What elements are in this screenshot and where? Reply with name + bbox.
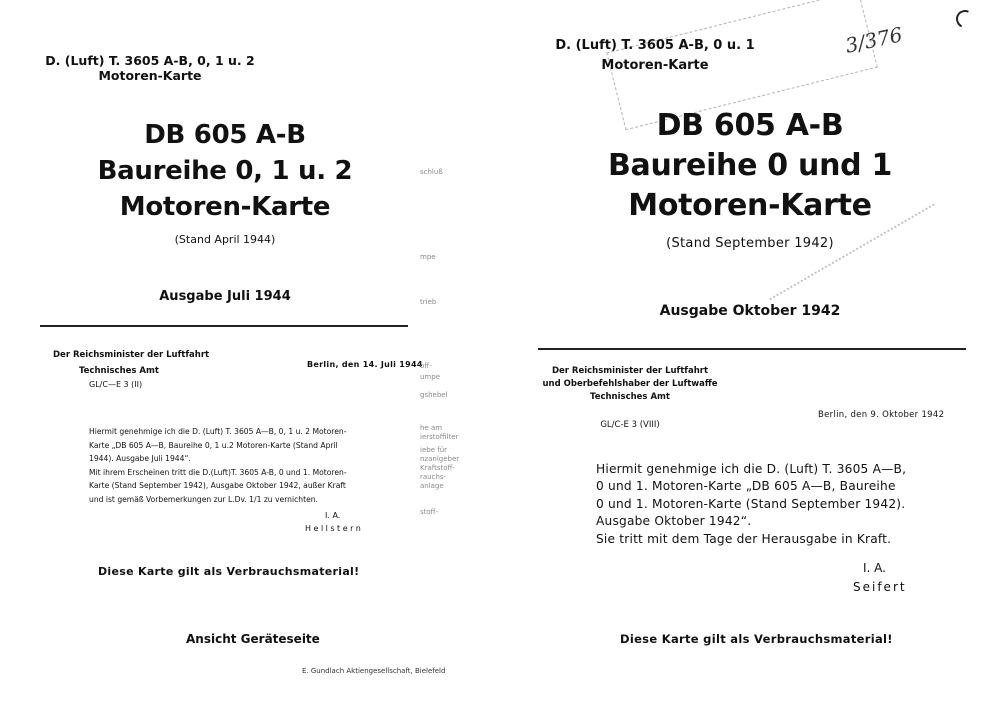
right-issuer-line: Technisches Amt bbox=[590, 392, 670, 402]
left-date: Berlin, den 14. Juli 1944 bbox=[307, 360, 423, 369]
left-ausgabe: Ausgabe Juli 1944 bbox=[159, 289, 291, 304]
left-title-line-2: Baureihe 0, 1 u. 2 bbox=[97, 156, 353, 186]
left-approval-text bbox=[89, 425, 347, 507]
left-code-line-1: D. (Luft) T. 3605 A-B, 0, 1 u. 2 bbox=[45, 53, 255, 68]
right-stand: (Stand September 1942) bbox=[666, 236, 834, 251]
right-body-line: Hiermit genehmige ich die D. (Luft) T. 3605 A—B, bbox=[596, 462, 907, 476]
left-issuer: Der Reichsminister der Luftfahrt bbox=[53, 350, 210, 360]
right-approval-text bbox=[596, 461, 906, 548]
bleed-text: anlage bbox=[420, 482, 444, 490]
handwritten-number: 3/376 bbox=[843, 22, 905, 58]
right-issuer-line: und Oberbefehlshaber der Luftwaffe bbox=[542, 379, 718, 389]
left-body-line: Karte (Stand September 1942), Ausgabe Oktober 1942, außer Kraft bbox=[89, 481, 346, 491]
left-body-line: 1944). Ausgabe Juli 1944“. bbox=[89, 454, 191, 464]
right-title-line-2: Baureihe 0 und 1 bbox=[607, 148, 893, 183]
left-document-code bbox=[40, 53, 260, 83]
left-code-line-2: Motoren-Karte bbox=[98, 68, 202, 83]
right-body-line: 0 und 1. Motoren-Karte „DB 605 A—B, Baureihe bbox=[596, 479, 896, 494]
bleed-text: schluß bbox=[420, 168, 443, 176]
left-body-line: und ist gemäß Vorbemerkungen zur L.Dv. 1/1 zu vernichten. bbox=[89, 494, 318, 504]
left-title-line-3: Motoren-Karte bbox=[119, 192, 331, 222]
right-body-line: Ausgabe Oktober 1942“. bbox=[596, 514, 752, 529]
left-body-line: Mit ihrem Erscheinen tritt die D.(Luft)T. 3605 A-B, 0 und 1. Motoren- bbox=[89, 467, 347, 477]
right-document-code bbox=[520, 36, 790, 76]
right-code-line-1: D. (Luft) T. 3605 A-B, 0 u. 1 bbox=[555, 38, 755, 53]
right-title-line-1: DB 605 A-B bbox=[656, 108, 844, 143]
right-title-line-3: Motoren-Karte bbox=[628, 188, 872, 223]
left-body-line: Hiermit genehmige ich die D. (Luft) T. 3605 A—B, 0, 1 u. 2 Motoren- bbox=[89, 427, 347, 436]
left-body-line: Karte „DB 605 A—B, Baureihe 0, 1 u.2 Motoren-Karte (Stand April bbox=[89, 440, 338, 450]
right-code-line-2: Motoren-Karte bbox=[601, 58, 709, 73]
right-body-line: 0 und 1. Motoren-Karte (Stand September 1942). bbox=[596, 496, 906, 511]
left-consumable-notice: Diese Karte gilt als Verbrauchsmaterial! bbox=[98, 565, 360, 578]
left-divider bbox=[40, 325, 408, 327]
left-signature: Hellstern bbox=[305, 524, 364, 533]
right-issuer bbox=[530, 365, 730, 404]
bleed-text: nzanlgeber bbox=[420, 455, 460, 463]
bleed-text: he am bbox=[420, 424, 443, 432]
left-title-line-1: DB 605 A-B bbox=[144, 120, 306, 150]
bleed-text: umpe bbox=[420, 373, 441, 381]
corner-mark-icon bbox=[953, 7, 976, 30]
bleed-text: Kraftstoff- bbox=[420, 464, 455, 472]
bleed-text: gshebel bbox=[420, 391, 448, 399]
left-reference: GL/C—E 3 (II) bbox=[89, 380, 143, 389]
right-divider bbox=[538, 348, 966, 350]
left-stand: (Stand April 1944) bbox=[174, 233, 276, 246]
bleed-text: mpe bbox=[420, 253, 436, 261]
left-ia: I. A. bbox=[325, 511, 341, 520]
bleed-text: stoff- bbox=[420, 508, 439, 516]
left-view-label: Ansicht Geräteseite bbox=[186, 632, 320, 646]
bleed-text: off- bbox=[420, 362, 432, 370]
bleed-text: ierstoffilter bbox=[420, 433, 459, 441]
right-ausgabe: Ausgabe Oktober 1942 bbox=[659, 303, 841, 319]
right-signature: Seifert bbox=[853, 580, 907, 594]
right-reference: GL/C-E 3 (VIII) bbox=[600, 420, 660, 430]
left-page-title bbox=[60, 117, 390, 225]
right-issuer-line: Der Reichsminister der Luftfahrt bbox=[551, 366, 709, 376]
bleed-text: trieb bbox=[420, 298, 437, 306]
right-date: Berlin, den 9. Oktober 1942 bbox=[818, 410, 945, 420]
right-page-title bbox=[560, 106, 940, 226]
bleed-text: iebe für bbox=[420, 446, 448, 454]
right-body-line: Sie tritt mit dem Tage der Herausgabe in Kraft. bbox=[596, 531, 892, 546]
right-consumable-notice: Diese Karte gilt als Verbrauchsmaterial! bbox=[620, 632, 893, 646]
bleed-text: rauchs- bbox=[420, 473, 447, 481]
left-printer-imprint: E. Gundlach Aktiengesellschaft, Bielefeld bbox=[302, 667, 446, 675]
right-ia: I. A. bbox=[863, 561, 886, 575]
left-department: Technisches Amt bbox=[79, 366, 159, 376]
